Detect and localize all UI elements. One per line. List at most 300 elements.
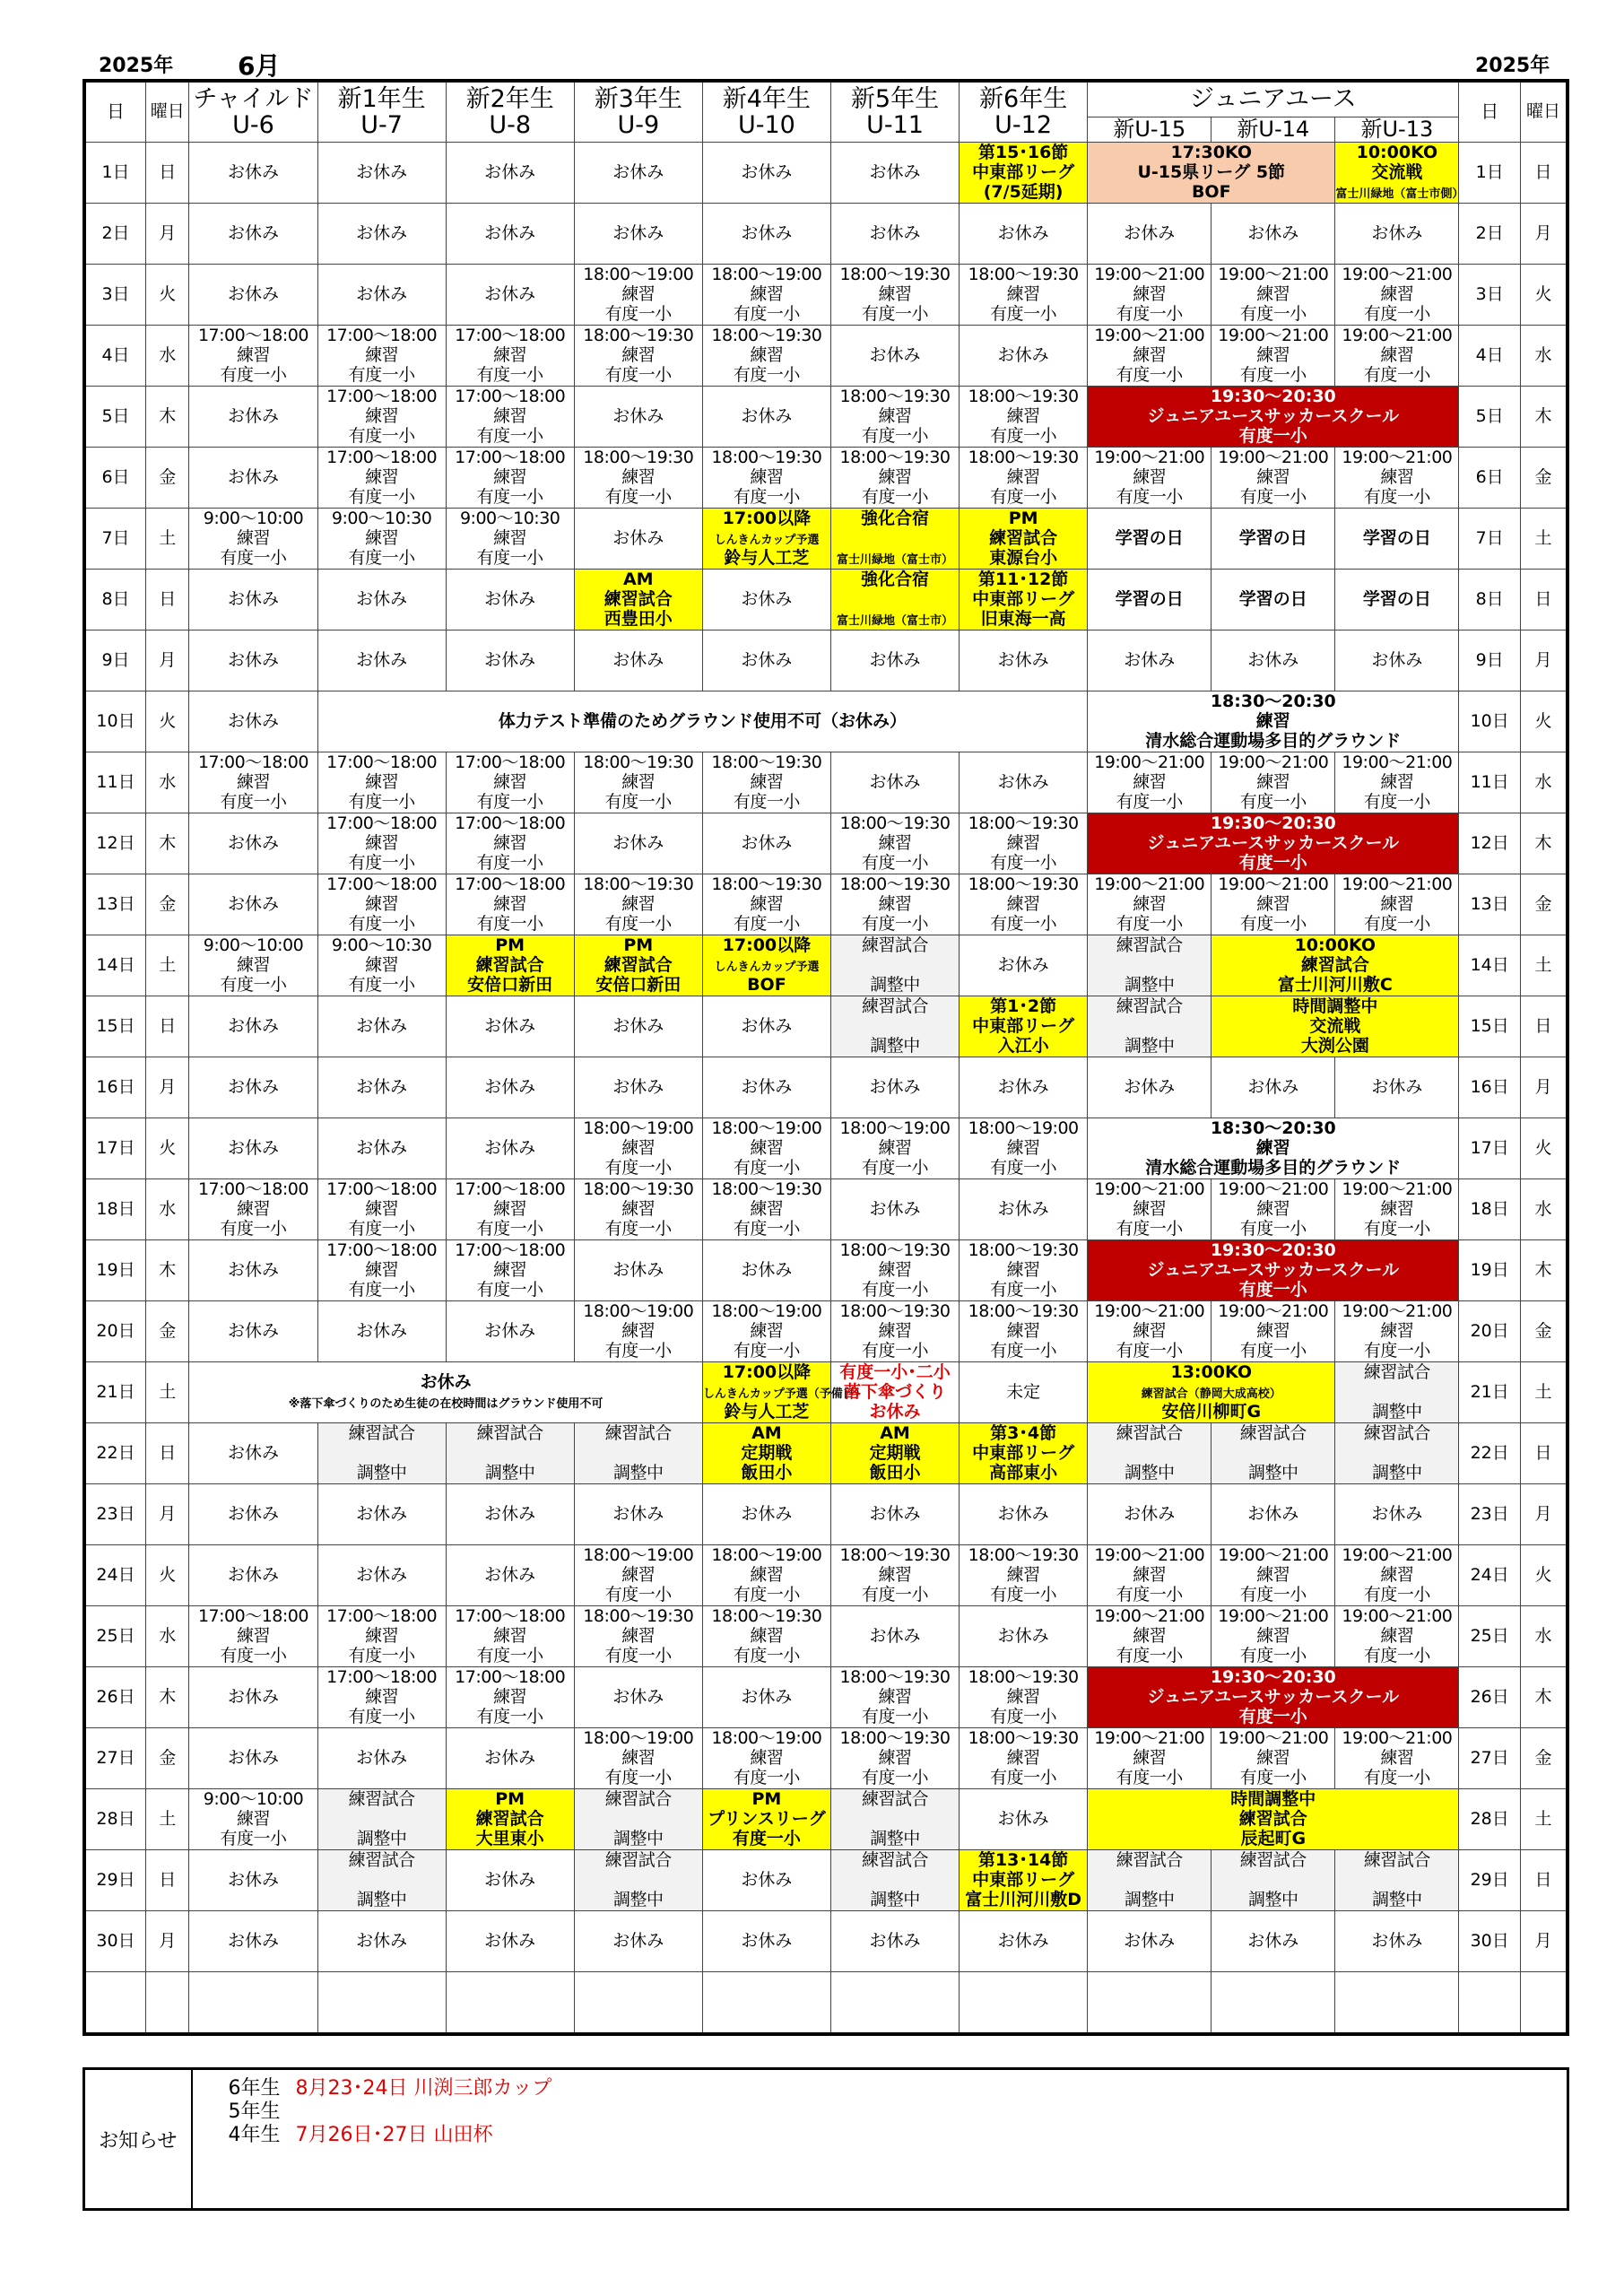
pending-match-cell: 練習試合 調整中 — [446, 1422, 574, 1483]
header-day: 日 — [84, 81, 146, 142]
practice-cell: 18:00～19:30 練習 有度一小 — [574, 874, 702, 935]
schedule-cell: お休み — [1335, 630, 1459, 691]
blank-row — [84, 1971, 1568, 2034]
day-cell: 3日 — [84, 264, 146, 325]
day-cell-right: 25日 — [1459, 1605, 1521, 1666]
practice-cell: 17:00～18:00 練習 有度一小 — [317, 386, 446, 447]
practice-cell: 18:00～19:30 練習 有度一小 — [830, 447, 959, 508]
table-row — [84, 1666, 1568, 1727]
pending-match-cell: 練習試合 調整中 — [317, 1422, 446, 1483]
practice-cell: 17:00～18:00 練習 有度一小 — [317, 325, 446, 386]
day-cell-right: 24日 — [1459, 1544, 1521, 1605]
month-title: 6月 — [238, 51, 281, 81]
day-cell: 18日 — [84, 1178, 146, 1239]
schedule-cell: お休み — [317, 1727, 446, 1788]
schedule-cell: お休み — [830, 1178, 959, 1239]
weekday-cell: 月 — [146, 630, 189, 691]
schedule-cell: お休み — [1211, 1483, 1335, 1544]
weekday-cell-right: 火 — [1520, 1544, 1568, 1605]
schedule-cell: お休み — [446, 1057, 574, 1118]
year-right: 2025年 — [1475, 55, 1550, 77]
schedule-cell: お休み — [960, 630, 1088, 691]
practice-cell: 18:00～19:30 練習 有度一小 — [960, 1666, 1088, 1727]
weekday-cell: 金 — [146, 1300, 189, 1361]
practice-cell: 17:00～18:00 練習 有度一小 — [189, 752, 317, 813]
event-cell: 第3･4節 中東部リーグ 高部東小 — [960, 1422, 1088, 1483]
schedule-cell: お休み — [960, 1605, 1088, 1666]
practice-cell: 19:00～21:00 練習 有度一小 — [1211, 325, 1335, 386]
weekday-cell: 木 — [146, 1239, 189, 1300]
practice-cell: 19:00～21:00 練習 有度一小 — [1211, 752, 1335, 813]
practice-cell: 17:00～18:00 練習 有度一小 — [317, 1666, 446, 1727]
blank-cell — [146, 1971, 189, 2034]
schedule-cell: お休み — [1335, 1910, 1459, 1971]
event-cell: 13:00KO 練習試合（静岡大成高校） 安倍川柳町G — [1088, 1361, 1335, 1422]
schedule-cell: お休み — [317, 1057, 446, 1118]
header-weekday-right: 曜日 — [1520, 81, 1568, 142]
practice-cell: 19:00～21:00 練習 有度一小 — [1211, 1178, 1335, 1239]
practice-cell: 19:00～21:00 練習 有度一小 — [1335, 752, 1459, 813]
schedule-cell: お休み — [830, 203, 959, 264]
weekday-cell-right: 日 — [1520, 569, 1568, 630]
table-row — [84, 1300, 1568, 1361]
blank-cell — [1088, 1971, 1211, 2034]
schedule-cell: お休み — [702, 1910, 830, 1971]
event-cell: AM 練習試合 西豊田小 — [574, 569, 702, 630]
weekday-cell: 水 — [146, 325, 189, 386]
weekday-cell-right: 木 — [1520, 813, 1568, 874]
event-cell: PM 練習試合 大里東小 — [446, 1788, 574, 1849]
event-cell: 第1･2節 中東部リーグ 入江小 — [960, 996, 1088, 1057]
notice-row-4: 4年生 7月26日･27日 山田杯 — [228, 2124, 493, 2146]
day-cell: 20日 — [84, 1300, 146, 1361]
weekday-cell-right: 月 — [1520, 1910, 1568, 1971]
day-cell: 21日 — [84, 1361, 146, 1422]
practice-cell: 19:00～21:00 練習 有度一小 — [1088, 325, 1211, 386]
day-cell: 5日 — [84, 386, 146, 447]
joint-practice-cell: 18:30～20:30 練習 清水総合運動場多目的グラウンド — [1088, 691, 1459, 752]
table-row — [84, 1118, 1568, 1178]
practice-cell: 9:00～10:00 練習 有度一小 — [189, 508, 317, 569]
table-row — [84, 569, 1568, 630]
weekday-cell: 金 — [146, 1727, 189, 1788]
school-cell: 19:30～20:30 ジュニアユースサッカースクール 有度一小 — [1088, 386, 1459, 447]
pending-match-cell: 練習試合 調整中 — [574, 1788, 702, 1849]
day-cell-right: 11日 — [1459, 752, 1521, 813]
day-cell-right: 7日 — [1459, 508, 1521, 569]
schedule-cell: お休み — [446, 1727, 574, 1788]
schedule-cell: お休み — [189, 1666, 317, 1727]
schedule-cell: お休み — [446, 1544, 574, 1605]
practice-cell: 17:00～18:00 練習 有度一小 — [317, 1178, 446, 1239]
practice-cell: 18:00～19:30 練習 有度一小 — [574, 1605, 702, 1666]
practice-cell: 18:00～19:00 練習 有度一小 — [574, 1300, 702, 1361]
schedule-cell: お休み — [1335, 1483, 1459, 1544]
schedule-cell: お休み — [446, 1118, 574, 1178]
day-cell: 26日 — [84, 1666, 146, 1727]
schedule-cell: お休み — [446, 264, 574, 325]
practice-cell: 19:00～21:00 練習 有度一小 — [1088, 1300, 1211, 1361]
practice-cell: 19:00～21:00 練習 有度一小 — [1335, 1605, 1459, 1666]
day-cell-right: 18日 — [1459, 1178, 1521, 1239]
event-cell: PM 練習試合 安倍口新田 — [574, 935, 702, 996]
day-cell-right: 4日 — [1459, 325, 1521, 386]
practice-cell: 18:00～19:30 練習 有度一小 — [830, 1727, 959, 1788]
schedule-cell: お休み — [189, 874, 317, 935]
practice-cell: 18:00～19:00 練習 有度一小 — [960, 1118, 1088, 1178]
header-group: 新5年生 U-11 — [830, 81, 959, 142]
schedule-cell: お休み — [830, 1483, 959, 1544]
schedule-cell: お休み — [189, 1849, 317, 1910]
schedule-cell: お休み — [317, 1544, 446, 1605]
practice-cell: 19:00～21:00 練習 有度一小 — [1088, 264, 1211, 325]
weekday-cell: 木 — [146, 386, 189, 447]
weekday-cell-right: 日 — [1520, 1849, 1568, 1910]
header-junior-sub: 新U-14 — [1211, 117, 1335, 142]
schedule-table — [83, 79, 1569, 2036]
schedule-cell: お休み — [830, 630, 959, 691]
schedule-cell: お休み — [446, 996, 574, 1057]
weekday-cell-right: 日 — [1520, 996, 1568, 1057]
practice-cell: 9:00～10:00 練習 有度一小 — [189, 935, 317, 996]
schedule-cell: お休み — [830, 752, 959, 813]
schedule-cell: お休み — [189, 1239, 317, 1300]
event-cell: 17:00以降 しんきんカップ予選 鈴与人工芝 — [702, 508, 830, 569]
pending-match-cell: 練習試合 調整中 — [830, 935, 959, 996]
schedule-cell: お休み — [317, 1118, 446, 1178]
study-day-cell: 学習の日 — [1088, 508, 1211, 569]
weekday-cell-right: 日 — [1520, 1422, 1568, 1483]
weekday-cell: 土 — [146, 935, 189, 996]
schedule-cell: お休み — [189, 691, 317, 752]
pending-match-cell: 練習試合 調整中 — [1335, 1849, 1459, 1910]
day-cell: 11日 — [84, 752, 146, 813]
schedule-cell: お休み — [960, 1788, 1088, 1849]
schedule-cell: お休み — [189, 386, 317, 447]
pending-match-cell: 練習試合 調整中 — [317, 1788, 446, 1849]
day-cell: 17日 — [84, 1118, 146, 1178]
table-row — [84, 1788, 1568, 1849]
day-cell: 16日 — [84, 1057, 146, 1118]
practice-cell: 18:00～19:30 練習 有度一小 — [960, 1544, 1088, 1605]
weekday-cell: 日 — [146, 569, 189, 630]
day-cell-right: 22日 — [1459, 1422, 1521, 1483]
schedule-cell: お休み — [189, 1422, 317, 1483]
practice-cell: 9:00～10:30 練習 有度一小 — [317, 935, 446, 996]
weekday-cell-right: 水 — [1520, 752, 1568, 813]
joint-practice-cell: 18:30～20:30 練習 清水総合運動場多目的グラウンド — [1088, 1118, 1459, 1178]
schedule-cell: お休み — [1088, 1483, 1211, 1544]
event-cell: 第15･16節 中東部リーグ (7/5延期) — [960, 142, 1088, 203]
schedule-cell: お休み — [830, 325, 959, 386]
schedule-cell: お休み — [574, 203, 702, 264]
practice-cell: 17:00～18:00 練習 有度一小 — [189, 325, 317, 386]
practice-cell: 18:00～19:30 練習 有度一小 — [574, 325, 702, 386]
practice-cell: 17:00～18:00 練習 有度一小 — [317, 874, 446, 935]
weekday-cell: 月 — [146, 1910, 189, 1971]
day-cell-right: 19日 — [1459, 1239, 1521, 1300]
blank-cell — [960, 1971, 1088, 2034]
weekday-cell: 金 — [146, 874, 189, 935]
practice-cell: 18:00～19:00 練習 有度一小 — [702, 1118, 830, 1178]
school-cell: 19:30～20:30 ジュニアユースサッカースクール 有度一小 — [1088, 813, 1459, 874]
weekday-cell-right: 火 — [1520, 691, 1568, 752]
weekday-cell: 木 — [146, 1666, 189, 1727]
event-cell: 強化合宿 富士川緑地（富士市） — [830, 508, 959, 569]
notice-content — [192, 2069, 1568, 2210]
schedule-cell: お休み — [702, 569, 830, 630]
table-row — [84, 1361, 1568, 1422]
school-cell: 19:30～20:30 ジュニアユースサッカースクール 有度一小 — [1088, 1666, 1459, 1727]
schedule-cell: お休み — [1088, 1057, 1211, 1118]
school-cell: 19:30～20:30 ジュニアユースサッカースクール 有度一小 — [1088, 1239, 1459, 1300]
schedule-cell: お休み — [446, 1300, 574, 1361]
schedule-cell: お休み — [702, 203, 830, 264]
table-row — [84, 447, 1568, 508]
day-cell: 2日 — [84, 203, 146, 264]
day-cell: 13日 — [84, 874, 146, 935]
day-cell-right: 3日 — [1459, 264, 1521, 325]
event-cell: 17:00以降 しんきんカップ予選 BOF — [702, 935, 830, 996]
table-row — [84, 935, 1568, 996]
header-group: 新3年生 U-9 — [574, 81, 702, 142]
event-cell: 10:00KO 交流戦 富士川緑地（富士市側） — [1335, 143, 1464, 201]
practice-cell: 19:00～21:00 練習 有度一小 — [1335, 325, 1459, 386]
schedule-cell: お休み — [702, 813, 830, 874]
schedule-cell: お休み — [574, 142, 702, 203]
practice-cell: 19:00～21:00 練習 有度一小 — [1211, 1300, 1335, 1361]
pending-match-cell: 練習試合 調整中 — [1088, 1422, 1211, 1483]
day-cell-right: 8日 — [1459, 569, 1521, 630]
practice-cell: 17:00～18:00 練習 有度一小 — [446, 874, 574, 935]
practice-cell: 17:00～18:00 練習 有度一小 — [317, 1239, 446, 1300]
table-row — [84, 203, 1568, 264]
schedule-cell: お休み — [446, 1910, 574, 1971]
weekday-cell-right: 木 — [1520, 1239, 1568, 1300]
schedule-cell: お休み — [574, 1910, 702, 1971]
weekday-cell-right: 水 — [1520, 1178, 1568, 1239]
weekday-cell: 日 — [146, 142, 189, 203]
practice-cell: 18:00～19:30 練習 有度一小 — [830, 874, 959, 935]
weekday-cell-right: 水 — [1520, 1605, 1568, 1666]
practice-cell: 17:00～18:00 練習 有度一小 — [446, 1178, 574, 1239]
event-cell: 強化合宿 富士川緑地（富士市） — [830, 569, 959, 630]
day-cell-right: 2日 — [1459, 203, 1521, 264]
pending-match-cell: 練習試合 調整中 — [1335, 1422, 1459, 1483]
practice-cell: 17:00～18:00 練習 有度一小 — [446, 386, 574, 447]
weekday-cell-right: 土 — [1520, 935, 1568, 996]
schedule-cell: お休み — [830, 1605, 959, 1666]
practice-cell: 18:00～19:00 練習 有度一小 — [830, 1118, 959, 1178]
day-cell: 23日 — [84, 1483, 146, 1544]
schedule-cell: お休み — [960, 1057, 1088, 1118]
weekday-cell: 日 — [146, 1849, 189, 1910]
weekday-cell: 金 — [146, 447, 189, 508]
weekday-cell: 火 — [146, 1544, 189, 1605]
schedule-cell: お休み — [1088, 630, 1211, 691]
practice-cell: 18:00～19:30 練習 有度一小 — [830, 264, 959, 325]
practice-cell: 19:00～21:00 練習 有度一小 — [1335, 1300, 1459, 1361]
study-day-cell: 学習の日 — [1211, 508, 1335, 569]
weekday-cell-right: 月 — [1520, 1483, 1568, 1544]
schedule-cell: お休み — [574, 1239, 702, 1300]
practice-cell: 18:00～19:00 練習 有度一小 — [702, 264, 830, 325]
table-row — [84, 1605, 1568, 1666]
day-cell: 6日 — [84, 447, 146, 508]
header-junior-youth: ジュニアユース — [1088, 81, 1459, 117]
day-cell-right: 30日 — [1459, 1910, 1521, 1971]
blank-cell — [317, 1971, 446, 2034]
weekday-cell: 火 — [146, 1118, 189, 1178]
closed-notice-cell: 体力テスト準備のためグラウンド使用不可（お休み） — [317, 691, 1088, 752]
schedule-cell: お休み — [189, 1118, 317, 1178]
schedule-cell: お休み — [830, 1910, 959, 1971]
weekday-cell: 火 — [146, 264, 189, 325]
weekday-cell: 土 — [146, 508, 189, 569]
schedule-cell: お休み — [960, 203, 1088, 264]
day-cell: 22日 — [84, 1422, 146, 1483]
event-cell: 10:00KO 練習試合 富士川河川敷C — [1211, 935, 1459, 996]
table-row — [84, 1910, 1568, 1971]
weekday-cell: 月 — [146, 1483, 189, 1544]
practice-cell: 18:00～19:30 練習 有度一小 — [960, 813, 1088, 874]
header-group: 新2年生 U-8 — [446, 81, 574, 142]
schedule-cell: お休み — [189, 1483, 317, 1544]
practice-cell: 17:00～18:00 練習 有度一小 — [317, 447, 446, 508]
practice-cell: 18:00～19:30 練習 有度一小 — [830, 1544, 959, 1605]
table-row — [84, 752, 1568, 813]
practice-cell: 19:00～21:00 練習 有度一小 — [1088, 752, 1211, 813]
practice-cell: 19:00～21:00 練習 有度一小 — [1088, 1727, 1211, 1788]
table-row — [84, 264, 1568, 325]
day-cell: 1日 — [84, 142, 146, 203]
practice-cell: 9:00～10:00 練習 有度一小 — [189, 1788, 317, 1849]
weekday-cell: 水 — [146, 1605, 189, 1666]
schedule-cell: お休み — [189, 264, 317, 325]
practice-cell: 18:00～19:30 練習 有度一小 — [830, 1666, 959, 1727]
weekday-cell-right: 金 — [1520, 1300, 1568, 1361]
schedule-cell: お休み — [446, 203, 574, 264]
day-cell-right: 10日 — [1459, 691, 1521, 752]
day-cell: 9日 — [84, 630, 146, 691]
practice-cell: 18:00～19:30 練習 有度一小 — [702, 1178, 830, 1239]
pending-match-cell: 練習試合 調整中 — [1088, 935, 1211, 996]
practice-cell: 18:00～19:00 練習 有度一小 — [574, 264, 702, 325]
pending-match-cell: 練習試合 調整中 — [1211, 1422, 1335, 1483]
schedule-cell: お休み — [960, 752, 1088, 813]
weekday-cell: 月 — [146, 203, 189, 264]
table-row — [84, 1239, 1568, 1300]
weekday-cell: 水 — [146, 1178, 189, 1239]
pending-match-cell: 練習試合 調整中 — [1088, 996, 1211, 1057]
practice-cell: 17:00～18:00 練習 有度一小 — [446, 1239, 574, 1300]
practice-cell: 18:00～19:00 練習 有度一小 — [702, 1544, 830, 1605]
weekday-cell: 土 — [146, 1788, 189, 1849]
schedule-cell: お休み — [1211, 1910, 1335, 1971]
table-row — [84, 996, 1568, 1057]
schedule-cell: お休み — [189, 1057, 317, 1118]
day-cell-right: 29日 — [1459, 1849, 1521, 1910]
day-cell-right: 27日 — [1459, 1727, 1521, 1788]
pending-match-cell: 練習試合 調整中 — [317, 1849, 446, 1910]
practice-cell: 19:00～21:00 練習 有度一小 — [1211, 874, 1335, 935]
day-cell: 30日 — [84, 1910, 146, 1971]
schedule-cell: お休み — [702, 996, 830, 1057]
header-group: 新1年生 U-7 — [317, 81, 446, 142]
weekday-cell-right: 月 — [1520, 630, 1568, 691]
schedule-cell: お休み — [317, 996, 446, 1057]
schedule-cell: お休み — [189, 630, 317, 691]
table-row — [84, 508, 1568, 569]
blank-cell — [84, 1971, 146, 2034]
closed-notice-cell: お休み ※落下傘づくりのため生徒の在校時間はグラウンド使用不可 — [189, 1361, 702, 1422]
day-cell-right: 5日 — [1459, 386, 1521, 447]
practice-cell: 17:00～18:00 練習 有度一小 — [189, 1605, 317, 1666]
table-row — [84, 630, 1568, 691]
pending-match-cell: 練習試合 調整中 — [574, 1422, 702, 1483]
day-cell: 28日 — [84, 1788, 146, 1849]
schedule-cell: お休み — [574, 996, 702, 1057]
day-cell-right: 16日 — [1459, 1057, 1521, 1118]
header-weekday: 曜日 — [146, 81, 189, 142]
day-cell-right: 13日 — [1459, 874, 1521, 935]
day-cell-right: 9日 — [1459, 630, 1521, 691]
pending-match-cell: 練習試合 調整中 — [1088, 1849, 1211, 1910]
practice-cell: 19:00～21:00 練習 有度一小 — [1211, 1605, 1335, 1666]
practice-cell: 18:00～19:30 練習 有度一小 — [702, 1605, 830, 1666]
practice-cell: 19:00～21:00 練習 有度一小 — [1088, 1605, 1211, 1666]
practice-cell: 18:00～19:30 練習 有度一小 — [830, 813, 959, 874]
practice-cell: 18:00～19:30 練習 有度一小 — [574, 752, 702, 813]
schedule-cell: お休み — [574, 386, 702, 447]
schedule-cell: お休み — [960, 1178, 1088, 1239]
schedule-cell: お休み — [446, 142, 574, 203]
weekday-cell: 日 — [146, 996, 189, 1057]
practice-cell: 18:00～19:30 練習 有度一小 — [960, 1300, 1088, 1361]
practice-cell: 18:00～19:30 練習 有度一小 — [960, 1239, 1088, 1300]
notice-row-6: 6年生 8月23･24日 川渕三郎カップ — [228, 2077, 552, 2100]
practice-cell: 17:00～18:00 練習 有度一小 — [317, 813, 446, 874]
weekday-cell-right: 土 — [1520, 1788, 1568, 1849]
schedule-cell: お休み — [1335, 1057, 1459, 1118]
study-day-cell: 学習の日 — [1335, 508, 1459, 569]
schedule-cell: お休み — [317, 1483, 446, 1544]
schedule-cell: お休み — [1088, 203, 1211, 264]
day-cell: 19日 — [84, 1239, 146, 1300]
day-cell-right: 28日 — [1459, 1788, 1521, 1849]
practice-cell: 17:00～18:00 練習 有度一小 — [317, 752, 446, 813]
practice-cell: 19:00～21:00 練習 有度一小 — [1211, 1544, 1335, 1605]
schedule-cell: お休み — [189, 1727, 317, 1788]
header-group: 新4年生 U-10 — [702, 81, 830, 142]
practice-cell: 18:00～19:30 練習 有度一小 — [574, 447, 702, 508]
schedule-cell: お休み — [317, 569, 446, 630]
blank-cell — [1211, 1971, 1335, 2034]
practice-cell: 19:00～21:00 練習 有度一小 — [1335, 1727, 1459, 1788]
blank-cell — [1459, 1971, 1521, 2034]
practice-cell: 17:00～18:00 練習 有度一小 — [446, 325, 574, 386]
header-group: チャイルド U-6 — [189, 81, 317, 142]
weekday-cell-right: 火 — [1520, 264, 1568, 325]
year-left: 2025年 — [99, 55, 174, 77]
table-row — [84, 1849, 1568, 1910]
schedule-cell: お休み — [574, 1666, 702, 1727]
practice-cell: 19:00～21:00 練習 有度一小 — [1088, 447, 1211, 508]
blank-cell — [446, 1971, 574, 2034]
practice-cell: 9:00～10:30 練習 有度一小 — [317, 508, 446, 569]
practice-cell: 19:00～21:00 練習 有度一小 — [1211, 1727, 1335, 1788]
schedule-cell: お休み — [317, 142, 446, 203]
